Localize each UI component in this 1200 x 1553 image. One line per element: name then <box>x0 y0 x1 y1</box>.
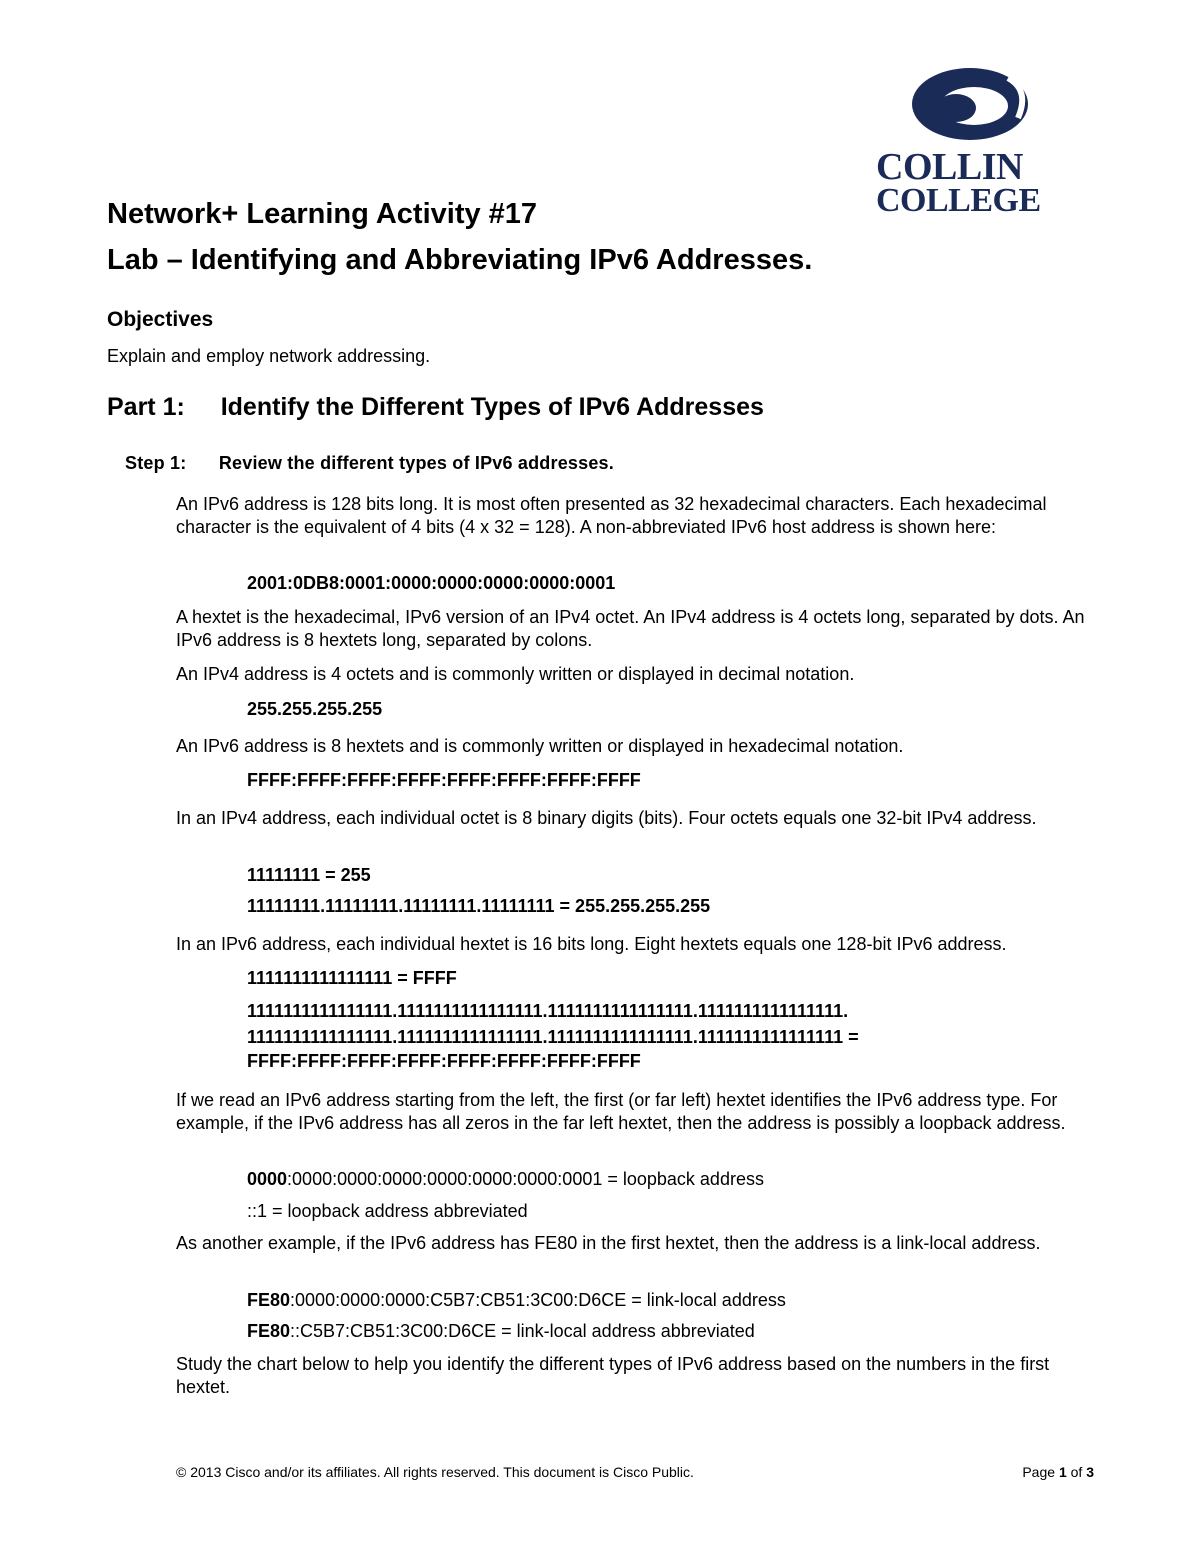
part1-title: Identify the Different Types of IPv6 Addresses <box>220 393 764 421</box>
example-ipv4-decimal: 255.255.255.255 <box>247 699 383 719</box>
collin-college-logo <box>870 66 1070 226</box>
lab-title: Lab – Identifying and Abbreviating IPv6 Addresses. <box>107 244 813 276</box>
paragraph-address-type: If we read an IPv6 address starting from the left, the first (or far left) hextet identifies the IPv6 address type. For example, if the IPv6 address has all zeros in the far left hextet, then the address is possibly a loopback address. <box>176 1090 1066 1133</box>
footer-copyright: © 2013 Cisco and/or its affiliates. All rights reserved. This document is Cisco Public. <box>176 1464 694 1480</box>
example-loopback <box>247 1168 764 1191</box>
paragraph-ipv4-bits: In an IPv4 address, each individual octet is 8 binary digits (bits). Four octets equals one 32-bit IPv4 address. <box>176 808 1037 828</box>
page-total: 3 <box>1086 1464 1094 1480</box>
collin-swirl-icon <box>870 66 1070 146</box>
example-hextet-binary: 1111111111111111 = FFFF <box>247 968 457 988</box>
example-ipv4-binary: 11111111.11111111.11111111.11111111 = 255.255.255.255 <box>247 896 711 916</box>
page-word: Page <box>1022 1464 1056 1480</box>
example-link-local-hextet: FE80 <box>247 1290 291 1310</box>
example-ipv6-hex: FFFF:FFFF:FFFF:FFFF:FFFF:FFFF:FFFF:FFFF <box>247 770 641 790</box>
page-number <box>1022 1464 1094 1480</box>
example-ipv6-binary-line2: 1111111111111111.1111111111111111.1111111111111111.1111111111111111 = <box>247 1027 859 1047</box>
example-ipv6-binary-line1: 1111111111111111.1111111111111111.1111111111111111.1111111111111111. <box>247 1001 849 1021</box>
paragraph-ipv4-decimal: An IPv4 address is 4 octets and is commonly written or displayed in decimal notation. <box>176 664 855 684</box>
part1-label: Part 1: <box>107 393 185 421</box>
example-link-local <box>247 1289 786 1312</box>
of-word: of <box>1070 1464 1083 1480</box>
objectives-heading: Objectives <box>107 308 214 331</box>
paragraph-ipv6-length: An IPv6 address is 128 bits long. It is most often presented as 32 hexadecimal characters. Each hexadecimal character is the equivalent of 4 bits (4 x 32 = 128). A non-abbreviated IPv6 host address is shown here: <box>176 494 1047 537</box>
example-link-local-abbr-rest: ::C5B7:CB51:3C00:D6CE = link-local address abbreviated <box>290 1321 755 1341</box>
paragraph-study-chart: Study the chart below to help you identify the different types of IPv6 address based on the numbers in the first hextet. <box>176 1354 1050 1397</box>
page-current: 1 <box>1058 1464 1067 1480</box>
example-octet-binary: 11111111 = 255 <box>247 865 371 885</box>
paragraph-ipv6-hex: An IPv6 address is 8 hextets and is commonly written or displayed in hexadecimal notation. <box>176 736 904 756</box>
example-link-local-abbr-hextet: FE80 <box>247 1321 291 1341</box>
step1-label: Step 1: <box>125 453 187 473</box>
example-ipv6-binary-line3: FFFF:FFFF:FFFF:FFFF:FFFF:FFFF:FFFF:FFFF <box>247 1051 641 1071</box>
step1-title: Review the different types of IPv6 addresses. <box>218 453 614 473</box>
example-link-local-abbreviated <box>247 1320 755 1343</box>
part1-heading <box>107 393 764 422</box>
logo-line-college: COLLEGE <box>876 182 1041 219</box>
paragraph-ipv6-bits: In an IPv6 address, each individual hextet is 16 bits long. Eight hextets equals one 128-bit IPv6 address. <box>176 934 1007 954</box>
step1-heading <box>125 453 614 474</box>
example-loopback-abbreviated: ::1 = loopback address abbreviated <box>247 1201 528 1221</box>
example-loopback-rest: :0000:0000:0000:0000:0000:0000:0001 = loopback address <box>287 1169 764 1189</box>
document-title: Network+ Learning Activity #17 <box>107 198 538 230</box>
objectives-text: Explain and employ network addressing. <box>107 346 431 366</box>
logo-line-collin: COLLIN <box>876 146 1023 188</box>
paragraph-link-local: As another example, if the IPv6 address has FE80 in the first hextet, then the address is a link-local address. <box>176 1233 1041 1253</box>
example-full-ipv6: 2001:0DB8:0001:0000:0000:0000:0000:0001 <box>247 573 616 593</box>
example-link-local-rest: :0000:0000:0000:C5B7:CB51:3C00:D6CE = link-local address <box>290 1290 786 1310</box>
example-loopback-hextet: 0000 <box>247 1169 288 1189</box>
paragraph-hextet: A hextet is the hexadecimal, IPv6 version of an IPv4 octet. An IPv4 address is 4 octets long, separated by dots. An IPv6 address is 8 hextets long, separated by colons. <box>176 607 1085 650</box>
